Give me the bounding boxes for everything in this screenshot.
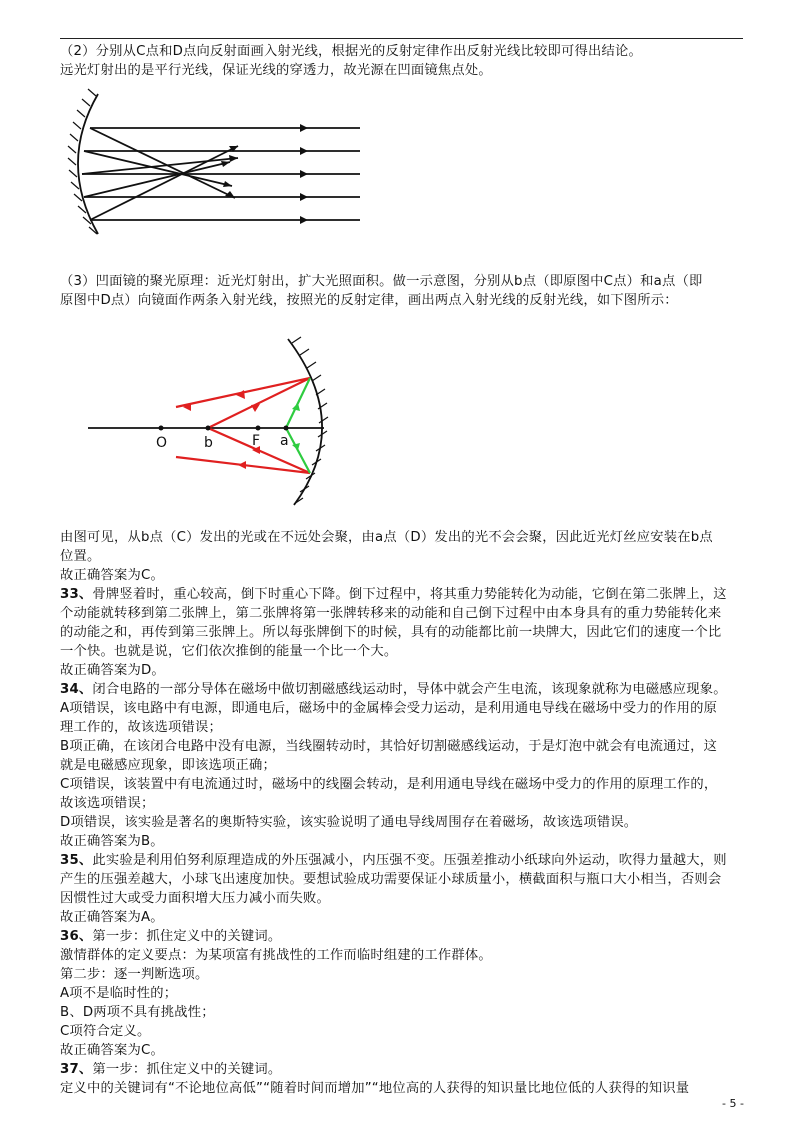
- text-line: B、D两项不具有挑战性；: [60, 1005, 215, 1020]
- question-number: 33、: [60, 587, 93, 602]
- text-line: 位置。: [60, 549, 101, 564]
- text-line: 闭合电路的一部分导体在磁场中做切割磁感线运动时，导体中就会产生电流，该现象就称为电磁感应现象。: [92, 682, 727, 697]
- question-37: [60, 1060, 750, 1098]
- text-line: 的动能之和，再传到第三张牌上。所以每张牌倒下的时候，具有的动能都比前一块牌大，因此它们的速度一个比: [60, 625, 722, 640]
- text-line: 产生的压强差越大，小球飞出速度加快。要想试验成功需要保证小球质量小，横截面积与瓶口大小相当，否则会: [60, 872, 722, 887]
- text-line: 原图中D点）向镜面作两条入射光线，按照光的反射定律，画出两点入射光线的反射光线，如下图所示：: [60, 293, 678, 308]
- question-number: 36、: [60, 929, 93, 944]
- text-line: 因惯性过大或受力面积增大压力减小而失败。: [60, 891, 330, 906]
- text-line: 远光灯射出的是平行光线，保证光线的穿透力，故光源在凹面镜焦点处。: [60, 63, 492, 78]
- answer-line: 故正确答案为D。: [60, 663, 165, 678]
- figure-concave-mirror-parallel-rays: [60, 88, 370, 238]
- label-f: F: [252, 433, 261, 449]
- label-b: b: [204, 435, 213, 451]
- question-34: [60, 680, 750, 851]
- text-line: （2）分别从C点和D点向反射面画入射光线，根据光的反射定律作出反射光线比较即可得出结论。: [60, 44, 642, 59]
- text-line: B项正确，在该闭合电路中没有电源，当线圈转动时，其恰好切割磁感线运动，于是灯泡中就会有电流通过，这: [60, 739, 718, 754]
- text-line: 由图可见，从b点（C）发出的光或在不远处会聚，由a点（D）发出的光不会会聚，因此近光灯丝应安装在b点: [60, 530, 713, 545]
- text-line: 一个快。也就是说，它们依次推倒的能量一个比一个大。: [60, 644, 398, 659]
- text-line: 第二步：逐一判断选项。: [60, 967, 209, 982]
- question-number: 35、: [60, 853, 93, 868]
- text-line: （3）凹面镜的聚光原理：近光灯射出，扩大光照面积。做一示意图，分别从b点（即原图中C点）和a点（即: [60, 274, 703, 289]
- conclusion: [60, 528, 750, 585]
- text-line: 激情群体的定义要点：为某项富有挑战性的工作而临时组建的工作群体。: [60, 948, 492, 963]
- text-line: 定义中的关键词有“不论地位高低”“随着时间而增加”“地位高的人获得的知识量比地位低的人获得的知识量: [60, 1081, 690, 1096]
- text-line: C项错误，该装置中有电流通过时，磁场中的线圈会转动，是利用通电导线在磁场中受力的作用的原理工作的，: [60, 777, 718, 792]
- text-line: 故该选项错误；: [60, 796, 155, 811]
- text-line: A项不是临时性的；: [60, 986, 178, 1001]
- text-line: 理工作的，故该选项错误；: [60, 720, 222, 735]
- answer-line: 故正确答案为B。: [60, 834, 164, 849]
- question-35: [60, 851, 750, 927]
- label-o: O: [156, 435, 168, 451]
- text-line: 第一步：抓住定义中的关键词。: [92, 1062, 282, 1077]
- paragraph-3: [60, 272, 750, 310]
- text-line: 个动能就转移到第二张牌上，第二张牌将第一张牌转移来的动能和自己倒下过程中由本身具有的重力势能转化来: [60, 606, 722, 621]
- text-line: 此实验是利用伯努利原理造成的外压强减小，内压强不变。压强差推动小纸球向外运动，吹得力量越大，则: [92, 853, 727, 868]
- page-number: - 5 -: [722, 1097, 744, 1110]
- question-36: [60, 927, 750, 1060]
- text-line: D项错误，该实验是著名的奥斯特实验，该实验说明了通电导线周围存在着磁场，故该选项错误。: [60, 815, 638, 830]
- answer-line: 故正确答案为A。: [60, 910, 164, 925]
- header-rule: [60, 38, 743, 39]
- answer-line: 故正确答案为C。: [60, 1043, 164, 1058]
- question-33: [60, 585, 750, 680]
- answer-line: 故正确答案为C。: [60, 568, 164, 583]
- figure-concave-mirror-near-light: [88, 335, 348, 510]
- paragraph-2: [60, 42, 750, 80]
- label-a: a: [280, 433, 289, 449]
- text-line: A项错误，该电路中有电源，即通电后，磁场中的金属棒会受力运动，是利用通电导线在磁场中受力的作用的原: [60, 701, 718, 716]
- text-line: 骨牌竖着时，重心较高，倒下时重心下降。倒下过程中，将其重力势能转化为动能，它倒在第二张牌上，这: [92, 587, 727, 602]
- text-line: 第一步：抓住定义中的关键词。: [92, 929, 282, 944]
- question-number: 34、: [60, 682, 93, 697]
- text-line: C项符合定义。: [60, 1024, 151, 1039]
- question-number: 37、: [60, 1062, 93, 1077]
- text-line: 就是电磁感应现象，即该选项正确；: [60, 758, 276, 773]
